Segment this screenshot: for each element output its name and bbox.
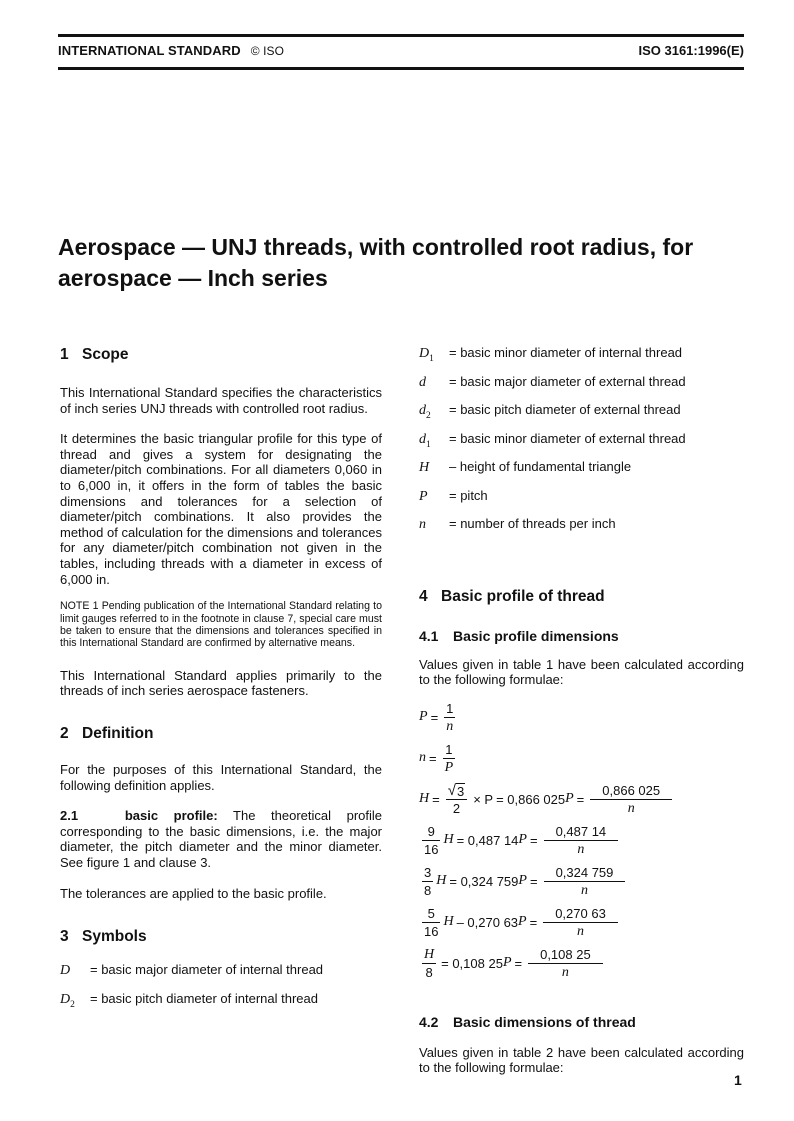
symbols-list-part-1	[60, 959, 382, 1016]
header-left	[58, 43, 284, 58]
section-number: 3	[60, 928, 69, 946]
section-title: Basic profile of thread	[441, 587, 605, 605]
header-standard-label: INTERNATIONAL STANDARD	[58, 43, 241, 58]
formula-triangle-height: H = √ 3 2 × P = 0,866 025 P = $\frac{0,866 025}{n}$	[419, 782, 744, 817]
symbol-row	[60, 959, 382, 988]
section-symbols-heading	[60, 927, 382, 947]
formula-pitch: P = $\frac{1}{n}$	[419, 700, 454, 734]
symbol-definition: = basic minor diameter of internal thread	[449, 345, 683, 360]
subsection-number: 4.1	[419, 627, 439, 644]
symbol-row	[419, 485, 744, 514]
section-title: Definition	[82, 724, 154, 742]
symbol-key: $D_1$	[419, 346, 434, 364]
symbol-key: $d_1$	[419, 431, 431, 450]
section-basic-profile-heading	[419, 587, 744, 607]
section-number: 2	[60, 724, 69, 742]
header-copyright: © ISO	[250, 44, 285, 58]
symbol-row	[419, 513, 744, 542]
symbol-key: d	[419, 374, 426, 390]
formula-nine-sixteenths-h: $\frac{9}{16}$ H = 0,487 14 P = $\frac{0,487 14}{n}$	[419, 823, 744, 858]
symbol-definition: = number of threads per inch	[449, 516, 616, 531]
symbol-key: H	[419, 460, 430, 475]
subsection-4-1-heading	[419, 627, 744, 645]
definition-basic-profile	[60, 808, 382, 870]
subsection-title: Basic dimensions of thread	[453, 1013, 636, 1030]
symbol-key: $D_2$	[60, 991, 75, 1010]
symbol-definition: – height of fundamental triangle	[449, 459, 632, 474]
scope-note-1: NOTE 1 Pending publication of the International Standard relating to limit gauges referred to in the footnote in clause 7, special care must be taken to ensure that the dimensions and tolerances specified in this International Standard are confirmed by alternative means.	[60, 600, 382, 650]
symbol-definition: = basic minor diameter of external thread	[449, 430, 686, 446]
formula-threads-per-inch: n = $\frac{1}{P}$	[419, 741, 454, 775]
formula-five-sixteenths-h: $\frac{5}{16}$ H – 0,270 63 P = $\frac{0,270 63}{n}$	[419, 905, 744, 940]
symbol-key: $d_2$	[419, 403, 431, 421]
symbol-key: P	[419, 488, 428, 504]
symbol-definition: = pitch	[449, 487, 488, 503]
symbol-row	[60, 988, 382, 1017]
symbol-definition: = basic major diameter of internal thread	[90, 962, 324, 978]
right-column	[419, 340, 744, 1076]
page-number: 1	[734, 1072, 742, 1088]
title-line-2: aerospace — Inch series	[58, 265, 328, 291]
running-header	[58, 43, 744, 58]
formula-h-over-eight: $\frac{H}{8}$ = 0,108 25 P = $\frac{0,108 25}{n}$	[419, 946, 744, 981]
section-number: 1	[60, 346, 69, 363]
symbol-row	[419, 371, 744, 400]
header-document-id: ISO 3161:1996(E)	[638, 43, 744, 58]
symbols-list-part-2	[419, 342, 744, 542]
symbol-row	[419, 342, 744, 371]
symbol-row	[419, 428, 744, 457]
scope-paragraph-2: It determines the basic triangular profile for this type of thread and gives a system for designating the diameter/pitch combinations. For all diameters 0,060 in to 6,000 in, it offers in the form of tables the basic dimensions and tolerances for a selection of diameter/pitch combinations. It also provides the method of calculation for the dimensions and tolerances for any diameter/pitch combination not given in the tables, including threads with a diameter in excess of 6,000 in.	[60, 431, 382, 587]
definition-term: basic profile:	[124, 808, 218, 824]
symbol-key: n	[419, 517, 426, 532]
symbol-key: D	[60, 963, 71, 979]
symbol-definition: = basic pitch diameter of external thread	[449, 402, 681, 417]
definition-term-text: The theoretical profile corresponding to the basic dimensions, i.e. the major diameter, the pitch diameter and the minor diameter. See figure 1 and clause 3.	[60, 808, 382, 870]
section-title: Symbols	[82, 928, 147, 946]
header-top-rule	[58, 34, 744, 37]
definition-subclause-number: 2.1	[60, 808, 79, 824]
subsection-4-2-heading	[419, 1013, 744, 1031]
symbol-definition: = basic major diameter of external thread	[449, 373, 686, 389]
left-column	[60, 340, 382, 1016]
symbol-definition: = basic pitch diameter of internal thread	[90, 990, 318, 1006]
document-title	[58, 232, 744, 294]
section-scope-heading	[60, 345, 382, 365]
section-definition-heading	[60, 724, 382, 744]
definition-paragraph-1: For the purposes of this International Standard, the following definition applies.	[60, 761, 382, 793]
formula-three-eighths-h: $\frac{3}{8}$ H = 0,324 759 P = $\frac{0,324 759}{n}$	[419, 864, 744, 899]
subsection-title: Basic profile dimensions	[453, 627, 619, 644]
section-number: 4	[419, 587, 428, 605]
scope-paragraph-3: This International Standard applies primarily to the threads of inch series aerospace fasteners.	[60, 667, 382, 699]
definition-paragraph-2: The tolerances are applied to the basic profile.	[60, 885, 327, 901]
subsection-4-1-text: Values given in table 1 have been calculated according to the following formulae:	[419, 656, 744, 688]
title-line-1: Aerospace — UNJ threads, with controlled root radius, for	[58, 234, 694, 260]
section-title: Scope	[82, 346, 129, 363]
scope-paragraph-1: This International Standard specifies the characteristics of inch series UNJ threads with controlled root radius.	[60, 385, 382, 416]
subsection-4-2-text: Values given in table 2 have been calculated according to the following formulae:	[419, 1044, 744, 1076]
symbol-row	[419, 456, 744, 485]
header-bottom-rule	[58, 67, 744, 70]
subsection-number: 4.2	[419, 1013, 439, 1030]
symbol-row	[419, 399, 744, 428]
